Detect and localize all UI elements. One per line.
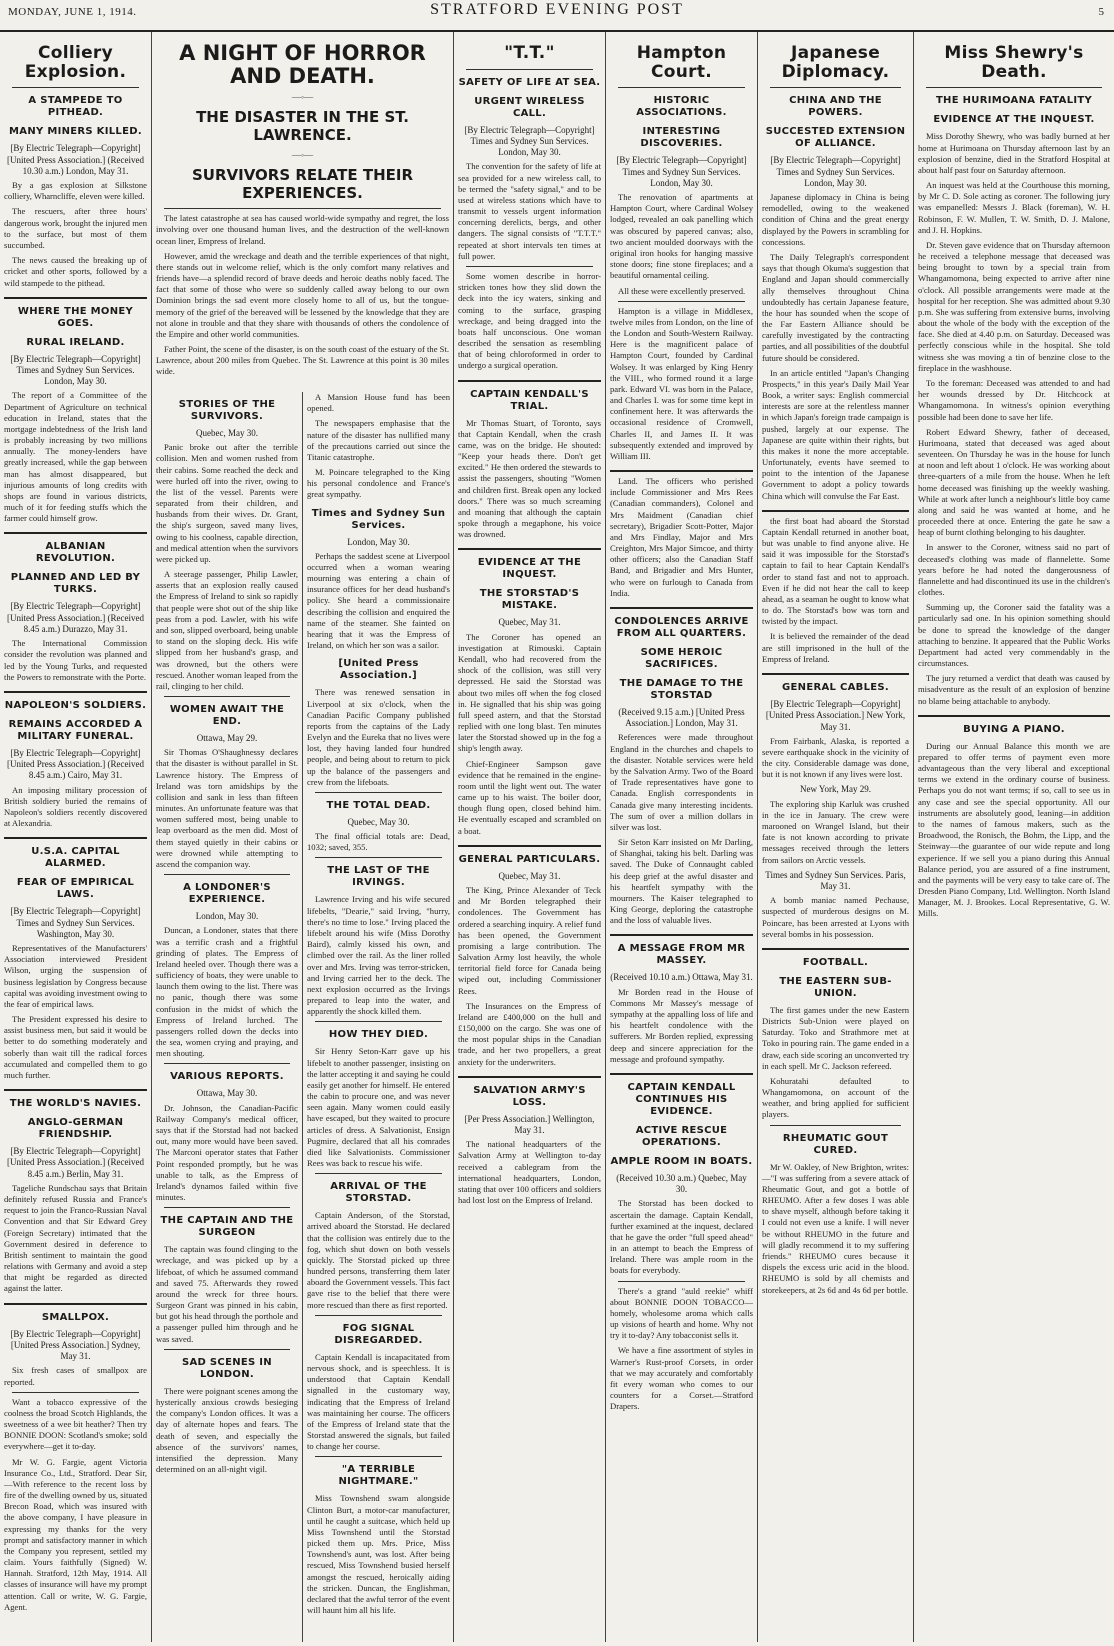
- article-head: "A TERRIBLE NIGHTMARE.": [338, 1464, 419, 1488]
- advertisement: During our Annual Balance this month we are prepared to offer terms of payment even more advantageous than the very liberal and exceptional terms we extend in the ordinary course of business. Perhaps you do not want terms; if so, call to see us in any case and see the special opportunity. All our instruments are absolutely good, leaning—in addition to the names of famous makers, such as the Broadwood, the Ronisch, the Bohm, the Lipp, and the Steinway—the guarantee of our wide repute and long experience. If we sell you a piano during this Annual Balance period, you are assured of a fine instrument, and the payments will be very easy to take care of. The Dresden Piano Company, Ltd. Wellington. North Island Manager, M. J. Brookes. Local Representative, G. W. Mills.: [918, 740, 1110, 919]
- paragraph: The first games under the new Eastern Districts Sub-Union were played on Saturday. Toko and Strathmore met at Toko in pouring rain. The game ended in a draw, each side scoring an unconverted try in each spell. Mr C. Jackson refereed.: [762, 1004, 909, 1071]
- section-divider: [458, 1076, 601, 1078]
- dateline: [By Electric Telegraph—Copyright] Times and Sydney Sun Services. London, May 30.: [10, 353, 141, 387]
- paragraph: Father Point, the scene of the disaster, is on the south coast of the estuary of the St. Lawrence, about 200 miles from Quebec. The St. Lawrence at this point is 30 miles wide.: [156, 344, 449, 377]
- divider: [164, 1349, 290, 1350]
- headline-navies: THE WORLD'S NAVIES.: [9, 1098, 142, 1110]
- divider: [926, 87, 1102, 88]
- paragraph: Land. The officers who perished include Commissioner and Mrs Rees (Canadian commanders), Colonel and Mrs Maidment (Canadian chief secretary), Brigadier Scott-Potter, Major and Mrs Findlay, Major and Mrs Creighton, Mrs Major Simcoe, and thirty other officers; also the Canadian Staff Band, and Brigadier and Mrs Hunter, who were on furlough to Canada from India.: [610, 476, 753, 598]
- subhead: URGENT WIRELESS CALL.: [474, 95, 585, 119]
- paragraph: The renovation of apartments at Hampton Court, where Cardinal Wolsey lodged, revealed an oak panelling which was obscured by papered canvas; also, two ancient moulded doorways with the original iron hooks for hanging massive stone doors; fine stone fireplaces; and a beautiful ornamental ceiling.: [610, 192, 753, 281]
- article-head: VARIOUS REPORTS.: [170, 1071, 284, 1083]
- subhead: SAFETY OF LIFE AT SEA.: [458, 76, 601, 88]
- headline-smallpox: SMALLPOX.: [41, 1311, 110, 1323]
- headline-money: WHERE THE MONEY GOES.: [17, 305, 134, 329]
- subhead: THE DAMAGE TO THE STORSTAD: [619, 677, 744, 701]
- lead-story-subcolumns: [152, 392, 454, 1642]
- paragraph: The latest catastrophe at sea has caused world-wide sympathy and regret, the loss involving over one thousand human lives, and the destruction of the well-known ocean liner, Empress of Ireland.: [156, 213, 449, 246]
- paragraph: It is believed the remainder of the dead are still imprisoned in the hull of the Empress of Ireland.: [762, 631, 909, 664]
- ornament: —◦—: [291, 150, 314, 161]
- headline-usa: U.S.A. CAPITAL ALARMED.: [31, 846, 120, 870]
- dateline: Ottawa, May 30.: [196, 1088, 258, 1099]
- subhead: THE EASTERN SUB-UNION.: [779, 975, 892, 999]
- section-divider: [458, 380, 601, 382]
- page-number: 5: [1098, 6, 1104, 18]
- paragraph: The final official totals are: Dead, 1032; saved, 355.: [307, 831, 450, 853]
- dateline: [By Electric Telegraph—Copyright] Times and Sydney Sun Services. Washington, May 30.: [10, 906, 141, 939]
- paragraph: The jury returned a verdict that death was caused by misadventure as the result of an explosion of benzine no blame being attachable to anybody.: [918, 673, 1110, 706]
- divider: [164, 874, 290, 875]
- paragraph: The captain was found clinging to the wreckage, and was picked up by a lifeboat, of which he assumed command and saved 75. Afterwards they rowed around the wreck for three hours. Surgeon Grant was pinned in his cabin, but got his head through the porthole and a passenger pulled him through and he was saved.: [156, 1244, 298, 1344]
- subhead: ACTIVE RESCUE OPERATIONS.: [635, 1124, 728, 1148]
- dateline: Ottawa, May 29.: [196, 733, 258, 744]
- paragraph: Miss Townshend swam alongside Clinton Burt, a motor-car manufacturer, until he caught a suitcase, which held up Miss Townshend until the Storstad picked them up. Mrs. Price, Miss Townshend's aunt, was lost. After being rescued, Miss Townshend busied herself amongst the rescued, heroically aiding the stricken. Duncan, the Englishman, declared that the awful terror of the event will haunt him all his life.: [307, 1493, 450, 1616]
- dateline: [By Electric Telegraph—Copyright] [United Press Association.] New York, May 31.: [765, 699, 906, 732]
- headline-night-of-horror: A NIGHT OF HORROR AND DEATH.: [179, 41, 426, 89]
- paragraph: Captain Kendall is incapacitated from nervous shock, and is speechless. It is understood that Captain Kendall signalled in the customary way, indicating that the Empress of Ireland was maintaining her course. The officers of the Empress of Ireland state that the Storstad answered the signals, but failed to change her course.: [307, 1351, 450, 1452]
- paragraph: Mr Borden read in the House of Commons Mr Massey's message of sympathy at the appalling loss of life and his heartfelt condolence with the sufferers. Mr Borden replied, expressing deep and sincere appreciation for the message and profound sympathy.: [610, 986, 753, 1064]
- article-head: WOMEN AWAIT THE END.: [169, 704, 285, 728]
- subcolumn-left: [152, 392, 303, 1642]
- paragraph: The national headquarters of the Salvation Army at Wellington to-day received a cablegram from the international headquarters, London, stating that over 100 officers and soldiers had lost lost on the Empress of Ireland.: [458, 1139, 601, 1206]
- section-divider: [4, 837, 147, 839]
- divider: [315, 792, 442, 793]
- column-5: [758, 32, 914, 1642]
- subhead: SUCCESTED EXTENSION OF ALLIANCE.: [765, 126, 906, 150]
- divider: [770, 1125, 901, 1126]
- paragraph: The President expressed his desire to assist business men, but said it would be better to do something moderately and soberly than wait till the radical forces accumulated and compelled them to go much further.: [4, 1014, 147, 1080]
- subhead: RURAL IRELAND.: [26, 336, 125, 348]
- paragraph: Perhaps the saddest scene at Liverpool occurred when a woman wearing mourning was entering a chain of insurance offices for her dead husband's policy. She heard a commissionaire describing the collision and enquired the name of the steamer. She fainted on hearing that it was the Empress of Ireland, on which her son was a sailor.: [307, 550, 450, 651]
- subhead-disaster: THE DISASTER IN THE ST. LAWRENCE.: [196, 108, 409, 145]
- section-divider: [762, 510, 909, 512]
- section-divider: [4, 297, 147, 299]
- section-divider: [4, 691, 147, 693]
- dateline: [By Electric Telegraph—Copyright] [United Press Association.] (Received 8.45 a.m.) Berlin, May 31.: [7, 1146, 144, 1179]
- subhead: HISTORIC ASSOCIATIONS.: [636, 95, 727, 119]
- dateline: New York, May 29.: [799, 784, 871, 795]
- ornament: —◦—: [291, 92, 314, 103]
- dateline: Quebec, May 30.: [196, 428, 258, 438]
- article-head: SAD SCENES IN LONDON.: [182, 1356, 272, 1380]
- subhead-survivors: SURVIVORS RELATE THEIR EXPERIENCES.: [191, 166, 414, 203]
- paragraph: the first boat had aboard the Storstad Captain Kendall returned in another boat, but was unable to find anyone alive. He said it was impossible for the Storstad's captain to fail to hear Captain Kendall's order to stand fast and not to approach. Even if he did not hear the call to keep ahead, as a seaman he ought to know what to do. The Storstad's bow was torn and twisted by the impact.: [762, 515, 909, 627]
- divider: [466, 266, 593, 267]
- paragraph: Chief-Engineer Sampson gave evidence that he remained in the engine-room until the light went out. The water came up to his waist. The boiler door, though flung open, closed behind him. He eventually escaped and scrambled on a boat.: [458, 758, 601, 836]
- divider: [12, 87, 139, 88]
- headline-buying-piano: BUYING A PIANO.: [963, 723, 1065, 735]
- paragraph: The rescuers, after three hours' dangerous work, brought the injured men to the surface, but most of them succumbed.: [4, 206, 147, 250]
- paragraph: The Coroner has opened an investigation at Rimouski. Captain Kendall, who had recovered from the shock of the collision, was still very depressed. He said the Storstad was about two miles off when the fog closed in. He signalled that his ship was going full speed astern, and that the Storstad replied with one long blast. Ten minutes later the Storstad showed up in the fog a ship's length away.: [458, 631, 601, 754]
- paragraph: There was renewed sensation in Liverpool at six o'clock, when the Canadian Pacific Company published reports from the captains of the Lady Evelyn and the Eureka that no lives were lost, they having landed four hundred people, and being about to return to pick up the balance of the passengers and crew from the lifeboats.: [307, 687, 450, 787]
- subhead: ANGLO-GERMAN FRIENDSHIP.: [27, 1117, 124, 1141]
- dateline: [By Electric Telegraph—Copyright] Times and Sydney Sun Services. London, May 30.: [616, 155, 747, 188]
- paragraph: Tageliche Rundschau says that Britain definitely refused Russia and France's request to join the Franco-Russian Naval Convention and that Sir Edward Grey (Foreign Secretary) intimated that the Government desired in deference to British sentiment to maintain the good relations with Germany and avoid a step that might be regarded as directed against the latter.: [4, 1182, 147, 1294]
- paragraph: A bomb maniac named Pechause, suspected of murderous designs on M. Poincare, has been arrested at Lyons with several bombs in his possession.: [762, 895, 909, 939]
- dateline: [By Electric Telegraph—Copyright] Times and Sydney Sun Services. London, May 30.: [770, 155, 901, 188]
- paragraph: The International Commission consider the revolution was planned and led by the Young Turks, and requested the Powers to remonstrate with the Porte.: [4, 638, 147, 682]
- subhead: FEAR OF EMPIRICAL LAWS.: [16, 877, 135, 901]
- column-1: [0, 32, 152, 1642]
- advertisement: There's a grand "auld reekie" whiff about BONNIE DOON TOBACCO—homely, wholesome aroma which calls up visions of hearth and home. Why not try it to-day? Any tobacconist sells it.: [610, 1285, 753, 1341]
- headline-general-particulars: GENERAL PARTICULARS.: [458, 853, 601, 865]
- headline-japanese-diplomacy: Japanese Diplomacy.: [781, 43, 890, 82]
- masthead: [0, 0, 1114, 32]
- headline-general-cables: GENERAL CABLES.: [782, 682, 889, 693]
- dateline: Quebec, May 30.: [347, 816, 410, 827]
- paragraph: An imposing military procession of British soldiery buried the remains of Napoleon's soldiers recently discovered at Alexandria.: [4, 784, 147, 829]
- paragraph: Dr. Johnson, the Canadian-Pacific Railway Company's medical officer, says that if the Storstad had not backed out, many more would have been saved. The Marconi operator states that Father Point responded promptly, but he was unable to talk, as the Empress of Ireland's dynamos failed within five minutes.: [156, 1102, 298, 1203]
- paragraph: Dr. Steven gave evidence that on Thursday afternoon he received a telephone message that deceased was being brought to town by a special train from Whangamomona, being expected to arrive after nine o'clock. All possible arrangements were made at the hospital for her reception. She was admitted about 9.30 p.m. She was suffering from extensive burns, involving about the whole of the body with the exception of the face. She died at 4.40 p.m. on Saturday. Deceased was perfectly conscious while in the hospital. She told witness she was moving a tin of benzine close to the fireplace in the washhouse.: [918, 239, 1110, 373]
- divider: [12, 1392, 139, 1393]
- paragraph: Sir Henry Seton-Karr gave up his lifebelt to another passenger, insisting on the latter accepting it and saying he could easily get another for himself. He entered the cabin to procure one, and was never seen again. Many women could easily have escaped, but they waited to procure articles of dress. A Salvationist, Ensign Pugmire, declared that all his comrades died like Salvationists. Commissioner Rees was back to rescue his wife.: [307, 1046, 450, 1169]
- paragraph: In an article entitled "Japan's Changing Prospects," in this year's Daily Mail Year Book, a writer says: English commercial interests are sore at the relentless manner in which Japan's foreign trade campaign is pushed, largely at our expense. The Japanese are quite within their rights, but this makes it none the more acceptable. Unfortunately, events have seemed to point to the intention of the Japanese Government to adopt a policy towards China which will convulse the Far East.: [762, 367, 909, 501]
- issue-date: MONDAY, JUNE 1, 1914.: [8, 6, 137, 18]
- paragraph: Kohuratahi defaulted to Whangamomona, on account of the weather, and bring applied for sufficient players.: [762, 1075, 909, 1120]
- dateline: [Per Press Association.] Wellington, May 31.: [464, 1113, 595, 1136]
- dateline: [By Electric Telegraph—Copyright] [United Press Association.] (Received 8.45 a.m.) Durazzo, May 31.: [7, 601, 144, 634]
- paragraph: The exploring ship Karluk was crushed in the ice in January. The crew were marooned on Wrangel Island, but their fate is not known according to private messages received through the letters from sailors on Arctic vessels.: [762, 798, 909, 865]
- divider: [164, 1063, 290, 1064]
- divider: [315, 1173, 442, 1174]
- divider: [770, 87, 901, 88]
- subhead: SOME HEROIC SACRIFICES.: [640, 646, 723, 670]
- dateline: (Received 10.10 a.m.) Ottawa, May 31.: [610, 972, 753, 983]
- divider: [618, 87, 745, 88]
- paragraph: The newspapers emphasise that the nature of the disaster has nullified many of the precautions carried out since the Titanic catastrophe.: [307, 418, 450, 462]
- article-head: ARRIVAL OF THE STORSTAD.: [330, 1181, 427, 1205]
- headline-inquest: EVIDENCE AT THE INQUEST.: [477, 557, 582, 581]
- article-head: A LONDONER'S EXPERIENCE.: [183, 882, 271, 906]
- subhead: CHINA AND THE POWERS.: [789, 95, 882, 119]
- section-divider: [4, 1303, 147, 1305]
- page-columns: [0, 32, 1114, 1642]
- section-divider: [610, 607, 753, 609]
- divider: [164, 696, 290, 697]
- subhead: A STAMPEDE TO PITHEAD.: [28, 95, 123, 119]
- subhead: THE STORSTAD'S MISTAKE.: [479, 588, 580, 612]
- article-head: [United Press Association.]: [338, 658, 419, 682]
- advertisement: Want a tobacco expressive of the coolness the broad Scotch Highlands, the sweetness of a wee bit heather? Then try BONNIE DOON: Scotland's smoke; sold everywhere—get it to-day.: [4, 1396, 147, 1452]
- paragraph: From Fairbank, Alaska, is reported a severe earthquake shock in the vicinity of the city. Considerable damage was done, but it is not known if any lives were lost.: [762, 735, 909, 780]
- divider: [164, 208, 441, 209]
- paragraph: Hampton is a village in Middlesex, twelve miles from London, on the line of the London and South-Western Railway. Here is the magnificent palace of Hampton Court, founded by Cardinal Wolsey. It was enlarged by King Henry the VIII., who formed round it a large park. Edward VI. was born in the Palace, and Charles I. was for some time kept in confinement here. It was afterwards the occasional residence of Cromwell, Charles II, and James II. It was subsequently extended and improved by William III.: [610, 305, 753, 461]
- subhead: INTERESTING DISCOVERIES.: [640, 126, 723, 150]
- article-head: Times and Sydney Sun Services.: [311, 507, 446, 531]
- dateline: (Received 10.30 a.m.) Quebec, May 30.: [616, 1172, 747, 1195]
- paragraph: The convention for the safety of life at sea provided for a new wireless call, to be termed the "safety signal," and to be used at wireless stations which have to transmit to vessels urgent information concerning derelicts, bergs, and other dangers. The signal consists of "T.T.T." repeated at short intervals ten times at full power.: [458, 161, 601, 261]
- paragraph: All these were excellently preserved.: [618, 285, 746, 296]
- article-head: FOG SIGNAL DISREGARDED.: [334, 1322, 423, 1346]
- divider: [315, 1456, 442, 1457]
- article-head: THE CAPTAIN AND THE SURGEON: [160, 1215, 294, 1239]
- paragraph: There were poignant scenes among the hysterically anxious crowds besieging the company's London offices. It was a day of alternate hopes and fears. The death of seven, and especially the absence of the survivors' names, intensified the depression. Many determined on an all-night vigil.: [156, 1385, 298, 1475]
- section-divider: [762, 948, 909, 950]
- article-head: THE LAST OF THE IRVINGS.: [327, 865, 430, 889]
- paragraph: Sir Seton Karr insisted on Mr Darling, of Shanghai, taking his belt. Darling was saved. The Duke of Connaught cabled his deep grief at the awful disaster and his heartfelt sympathy with the mourners. The Kaiser telegraphed to King George, deploring the catastrophe and the loss of valuable lives.: [610, 837, 753, 926]
- headline-kendall-trial: CAPTAIN KENDALL'S TRIAL.: [470, 388, 589, 412]
- paragraph: The Insurances on the Empress of Ireland are £400,000 on the hull and £150,000 on the cargo. She was one of the most popular ships in the Canadian trade, and her two propellers, a great anxiety for the underwriters.: [458, 1000, 601, 1067]
- headline-colliery: Colliery Explosion.: [24, 43, 127, 82]
- dateline: London, May 30.: [195, 911, 259, 922]
- paragraph: The news caused the breaking up of cricket and other sports, followed by a wild stampede to the pithead.: [4, 255, 147, 288]
- paragraph: M. Poincare telegraphed to the King his personal condolence and France's great sympathy.: [307, 467, 450, 500]
- paragraph: An inquest was held at the Courthouse this morning, by Mr C. D. Sole acting as coroner. The following jury was empanelled: Messrs J. Black (foreman), W. H. Robinson, F. W. Mullen, T. W. Smith, D. J. Malone, and J. H. Hopkins.: [918, 180, 1110, 235]
- paragraph: By a gas explosion at Silkstone colliery, Wharncliffe, eleven were killed.: [4, 180, 147, 202]
- subhead: REMAINS ACCORDED A MILITARY FUNERAL.: [8, 718, 143, 742]
- divider: [315, 1021, 442, 1022]
- advertisement: Mr W. Oakley, of New Brighton, writes:—"I was suffering from a severe attack of Rheumatic Gout, and got a bottle of RHEUMO. After a few doses I was able to shave myself, although before taking it I could not even use a knife. I will never be without RHEUMO in the future and will gladly recommend it to my suffering friends." RHEUMO cures because it dispels the excess uric acid in the blood. RHEUMO is sold by all chemists and storekeepers, at 2s 6d and 4s 6d per bottle.: [762, 1161, 909, 1295]
- section-divider: [458, 845, 601, 847]
- headline-condolences: CONDOLENCES ARRIVE FROM ALL QUARTERS.: [614, 615, 749, 639]
- headline-rheumatic: RHEUMATIC GOUT CURED.: [782, 1132, 889, 1156]
- subhead: AMPLE ROOM IN BOATS.: [610, 1155, 753, 1167]
- advertisement: We have a fine assortment of styles in Warner's Rust-proof Corsets, in order that we may accurately and comfortably fit every woman who comes to our counters for a Corset.—Stratford Drapers.: [610, 1345, 753, 1412]
- paragraph: However, amid the wreckage and death and the terrible experiences of that night, there stands out in welcome relief, which is the only comfort many relatives and friends have—a splendid record of brave deeds and heroic deaths nobly faced. The fact that some of those who were so suddenly called away belong to our own Dominion brings the sad event more closely home to all of us, but the tongue-memory of the grief of the bereaved will be lessened by the knowledge that they are not alone in trouble and that they share with thousands of others the condolence of the Empire and other world communities.: [156, 250, 449, 339]
- divider: [618, 301, 745, 302]
- dateline: London, May 30.: [347, 536, 410, 547]
- section-divider: [918, 715, 1110, 717]
- divider: [164, 1207, 290, 1208]
- dateline: [By Electric Telegraph—Copyright] Times and Sydney Sun Services. London, May 30.: [464, 124, 595, 158]
- section-divider: [762, 673, 909, 675]
- paragraph: In answer to the Coroner, witness said no part of deceased's clothing was made of flannelette. Some years before he had noted the dangerousness of flannelette and had discontinued its use in the children's clothes.: [918, 542, 1110, 598]
- newspaper-title: STRATFORD EVENING POST: [430, 1, 684, 18]
- paragraph: Lawrence Irving and his wife secured lifebelts, "Dearie," said Irving, "hurry, there's no time to lose." Irving placed the lifebelt around his wife (Miss Dorothy Baird), calmly kissed his own, and climbed over the rail. As the liner rolled over and Mrs. Irving was terror-stricken, and Irving carried her to the deck. The next explosion occurred as the Irvings prepared to leap into the water, and apparently the shock killed them.: [307, 894, 450, 1017]
- paragraph: The Storstad has been docked to ascertain the damage. Captain Kendall, further examined at the inquest, declared that he gave the order "full speed ahead" in an attempt to beach the Empress of Ireland. There was ample room in the boats for everybody.: [610, 1198, 753, 1276]
- section-divider: [458, 548, 601, 550]
- dateline: Quebec, May 31.: [498, 617, 561, 628]
- subhead: THE HURIMOANA FATALITY: [935, 95, 1093, 107]
- divider: [466, 69, 593, 70]
- column-3: [454, 32, 606, 1642]
- paragraph: Some women describe in horror-stricken tones how they slid down the deck into the icy waters, sinking and coming to the surface, grasping wreckage, and being dragged into the boats half unconscious. One woman described the sensation as resembling that of being chloroformed in order to undergo a surgical operation.: [458, 270, 601, 371]
- paragraph: References were made throughout England in the churches and chapels to the disaster. Notable services were held by the Salvation Army. Two of the Board of Trade representatives have gone to Canada. English correspondents in Canada give many interesting incidents. The sum of over a million dollars in silver was lost.: [610, 732, 753, 832]
- subhead: EVIDENCE AT THE INQUEST.: [933, 114, 1095, 126]
- section-divider: [610, 470, 753, 472]
- headline-napoleon: NAPOLEON'S SOLDIERS.: [4, 699, 147, 711]
- paragraph: A steerage passenger, Philip Lawler, asserts that an explosion really caused the Empress of Ireland to sink so rapidly that people were shot out of the ship like peas from a pod. Lawler, with his wife and son, slipped overboard, being unable to stand on the sloping deck. His wife slipped from her husband's grasp, and was drowned, but the others were rescued. Another woman leaped from the rail, clinging to her child.: [156, 569, 298, 691]
- paragraph: Miss Dorothy Shewry, who was badly burned at her home at Hurimoana on Thursday afternoon last by an explosion of benzine, died in the Stratford Hospital at about half past four on Saturday afternoon.: [918, 131, 1110, 175]
- paragraph: The report of a Committee of the Department of Agriculture on technical education in Ireland, states that the mortgage indebtedness of the Irish land is probably increasing by two millions annually. The money-lenders have greatly increased, while the gap between man has almost disappeared, but injurious amounts of long credits with shops are found in various districts, much of it for feeding stuffs which the farmer could himself grow.: [4, 390, 147, 524]
- divider: [618, 1281, 745, 1282]
- paragraph: Duncan, a Londoner, states that there was a terrific crash and a frightful grinding of plates. The Empress of Ireland heeled over. Though there was a sufficiency of boats, they were unable to launch them owing to the list. There was no panic, though there was some confusion in the midst of which the Empress of Ireland lurched. The passengers rolled down the decks into the sea, women crying and praying, and men shouting.: [156, 925, 298, 1059]
- subhead: PLANNED AND LED BY TURKS.: [10, 572, 141, 596]
- advertisement: Mr W. G. Fargie, agent Victoria Insurance Co., Ltd., Stratford. Dear Sir,—With reference to the recent loss by fire of the dwelling owned by us, situated Brecon Road, which was insured with the above company, I have pleasure in expressing my thanks for the very prompt and satisfactory manner in which the Company you represent, settled my claim. Yours faithfully (Signed) W. Hannah. Stratford, 12th May, 1914. All classes of insurance will have my prompt attention. Call or write, W. G. Fargie, Agent.: [4, 1456, 147, 1612]
- subcolumn-right: [303, 392, 454, 1642]
- headline-massey: A MESSAGE FROM MR MASSEY.: [617, 943, 746, 967]
- dateline: Quebec, May 31.: [498, 870, 561, 881]
- column-6: [914, 32, 1114, 1642]
- section-divider: [4, 532, 147, 534]
- paragraph: Mr Thomas Stuart, of Toronto, says that Captain Kendall, when the crash came, was on the bridge. He shouted: "Keep your heads there. Don't get excited." He then ordered the stewards to assist the passengers, shouting "Women and children first. Break open any locked doors." There was so much screaming and moaning that although the captain spoke through a megaphone, his voice was drowned.: [458, 417, 601, 540]
- headline-shewry: Miss Shewry's Death.: [944, 43, 1084, 82]
- paragraph: Six fresh cases of smallpox are reported.: [4, 1365, 147, 1387]
- paragraph: Representatives of the Manufacturers' Association interviewed President Wilson, urging the suspension of business legislation by Congress because capital was avoiding investment owing to the fear of empirical laws.: [4, 943, 147, 1009]
- paragraph: The King, Prince Alexander of Teck and Mr Borden telegraphed their condolences. The Government has ordered a searching inquiry. A relief fund has been opened, the Government promising a large contribution. The Salvation Army lost heavily, the whole territorial field force for Canada being wiped out, including Commissioner Rees.: [458, 885, 601, 996]
- column-4: [606, 32, 758, 1642]
- paragraph: Sir Thomas O'Shaughnessy declares that the disaster is without parallel in St. Lawrence history. The Empress of Ireland was torn amidships by the collision and sank in less than fifteen minutes. An unfortunate feature was that women suffered most, being unable to leap overboard as the men did. Most of them stayed quietly in their cabins or were drowned while attempting to ascend the companion way.: [156, 747, 298, 869]
- headline-football: FOOTBALL.: [802, 956, 869, 968]
- headline-albanian: ALBANIAN REVOLUTION.: [35, 541, 116, 565]
- paragraph: Summing up, the Coroner said the fatality was a particularly sad one. In his opinion something should be done to spread the knowledge of the danger attaching to benzine. It appeared that the Public Works Department had acted very commendably in the circumstances.: [918, 602, 1110, 669]
- divider: [315, 857, 442, 858]
- headline-ttt: "T.T.": [504, 43, 555, 63]
- dateline: Times and Sydney Sun Services. Paris, May 31.: [765, 869, 906, 891]
- article-head: STORIES OF THE SURVIVORS.: [178, 399, 276, 422]
- column-2: [152, 32, 454, 1642]
- paragraph: Robert Edward Shewry, father of deceased, Hurimoana, stated that deceased was aged about seventeen. On Thursday he was in the house for lunch at noon and left about 1 o'clock. He was working about three-quarters of a mile from the house. When he left home deceased was finishing up the weekly washing. While at work after lunch a neighbour's little boy came along and said he was wanted at home, and he proceeded there at once. Entering the gate he saw a heap of burnt clothing belonging to his daughter.: [918, 426, 1110, 538]
- article-head: THE TOTAL DEAD.: [326, 799, 431, 811]
- section-divider: [610, 934, 753, 936]
- headline-kendall-evidence: CAPTAIN KENDALL CONTINUES HIS EVIDENCE.: [627, 1081, 736, 1117]
- dateline: [By Electric Telegraph—Copyright] [United Press Association.] (Received 10.30 a.m.) London, May 31.: [7, 143, 144, 176]
- subhead: MANY MINERS KILLED.: [9, 126, 142, 138]
- article-head: HOW THEY DIED.: [328, 1029, 429, 1041]
- dateline: [By Electric Telegraph—Copyright] [United Press Association.] Sydney, May 31.: [10, 1328, 141, 1362]
- divider: [315, 1315, 442, 1316]
- paragraph: The Daily Telegraph's correspondent says that though Okuma's suggestion that England and Japan should commercially ally themselves throughout China undoubtedly has certain Japanese feature, the hour has sounded when the scope of the Far Eastern Alliance should be carefully investigated by the contracting parties, and all possibilities of the doubtful future should be considered.: [762, 251, 909, 363]
- headline-hampton-court: Hampton Court.: [636, 43, 727, 82]
- headline-salvation-army: SALVATION ARMY'S LOSS.: [473, 1084, 586, 1108]
- paragraph: To the foreman: Deceased was attended to and had her wounds dressed by Dr. Hitchcock at Whangamomona. In witness's opinion everything possible had been done to save her life.: [918, 377, 1110, 422]
- paragraph: Japanese diplomacy in China is being remodelled, owing to the weakened condition of China and the great energy displayed by the Powers in scrambling for concessions.: [762, 192, 909, 247]
- dateline: (Received 9.15 a.m.) [United Press Association.] London, May 31.: [618, 706, 745, 729]
- dateline: [By Electric Telegraph—Copyright] [United Press Association.] (Received 8.45 a.m.) Cairo, May 31.: [7, 747, 144, 781]
- paragraph: Captain Anderson, of the Storstad, arrived aboard the Storstad. He declared that the collision was entirely due to the fog, which shut down on both vessels quickly. The Storstad picked up three hundred persons, transferring them later aboard the Government vessels. This fact gave rise to the belief that there were more rescued than there as first reported.: [307, 1210, 450, 1310]
- paragraph: A Mansion House fund has been opened.: [307, 392, 450, 414]
- section-divider: [4, 1089, 147, 1091]
- paragraph: Panic broke out after the terrible collision. Men and women rushed from their cabins. Some reached the deck and were hurled off into the river, owing to the list of the vessel. Parents were separated from their children, and husbands from their wives. Dr. Grant, the ship's surgeon, saved many lives, owing to his coolness, capable direction, and medical attention when the survivors were picked up.: [156, 442, 298, 564]
- section-divider: [610, 1073, 753, 1075]
